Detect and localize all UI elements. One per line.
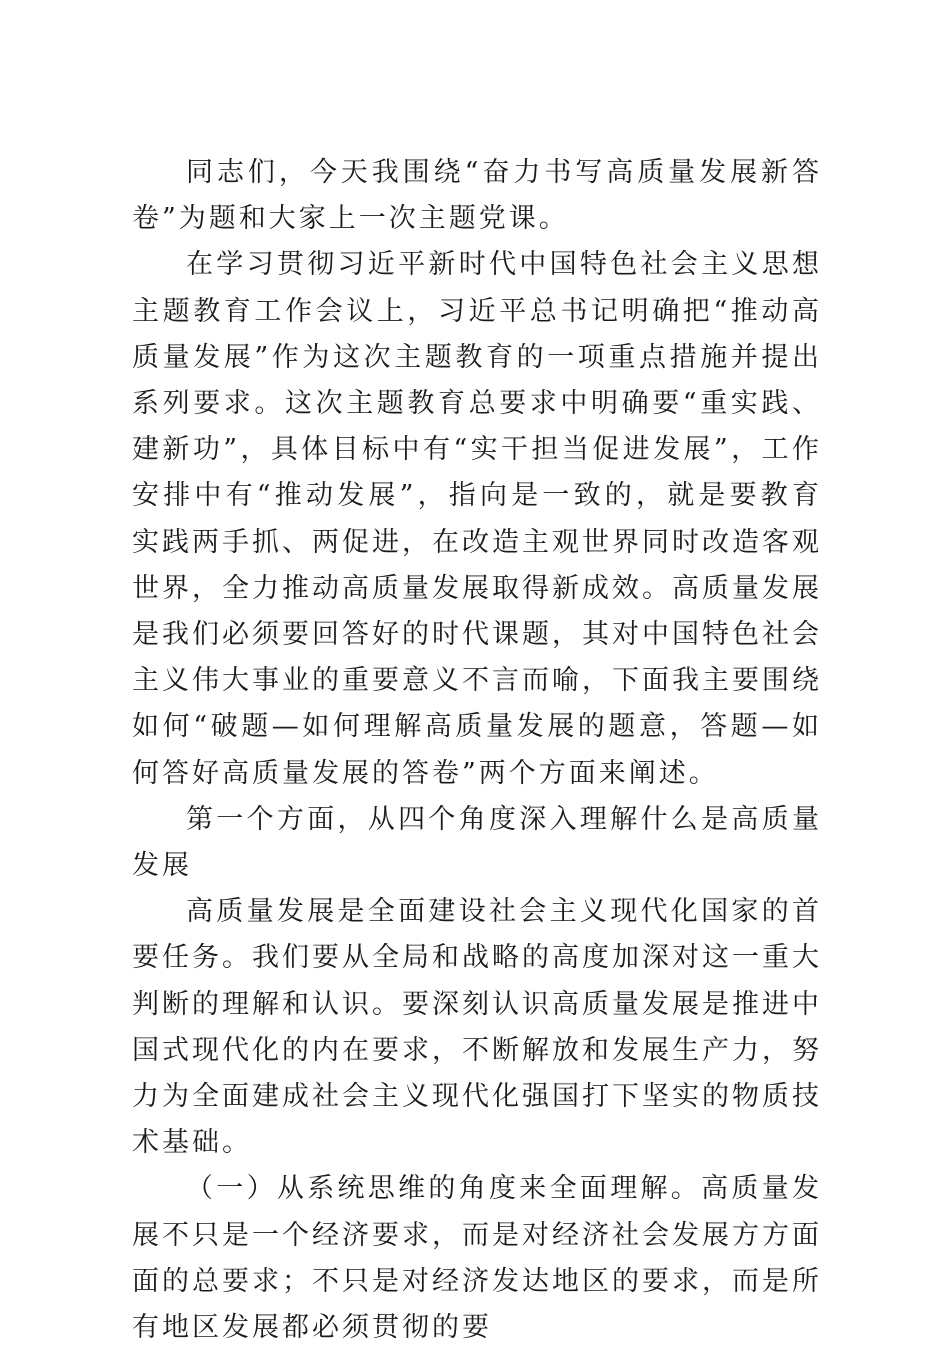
paragraph-opening: 同志们，今天我围绕“奋力书写高质量发展新答卷”为题和大家上一次主题党课。: [132, 157, 822, 235]
document-body: [132, 150, 822, 1351]
paragraph-context: 在学习贯彻习近平新时代中国特色社会主义思想主题教育工作会议上，习近平总书记明确把“推动高质量发展”作为这次主题教育的一项重点措施并提出系列要求。这次主题教育总要求中明确要“重实践、建新功”，具体目标中有“实干担当促进发展”，工作安排中有“推动发展”，指向是一致的，就是要教育实践两手抓、两促进，在改造主观世界同时改造客观世界，全力推动高质量发展取得新成效。高质量发展是我们必须要回答好的时代课题，其对中国特色社会主义伟大事业的重要意义不言而喻，下面我主要围绕如何“破题—如何理解高质量发展的题意，答题—如何答好高质量发展的答卷”两个方面来阐述。: [132, 249, 822, 789]
paragraph-point-one: （一）从系统思维的角度来全面理解。高质量发展不只是一个经济要求，而是对经济社会发展方方面面的总要求；不只是对经济发达地区的要求，而是所有地区发展都必须贯彻的要: [132, 1173, 822, 1344]
section-heading: 第一个方面，从四个角度深入理解什么是高质量发展: [132, 803, 822, 882]
paragraph-section-intro: 高质量发展是全面建设社会主义现代化国家的首要任务。我们要从全局和战略的高度加深对这一重大判断的理解和认识。要深刻认识高质量发展是推进中国式现代化的内在要求，不断解放和发展生产力，努力为全面建成社会主义现代化强国打下坚实的物质技术基础。: [132, 896, 822, 1159]
